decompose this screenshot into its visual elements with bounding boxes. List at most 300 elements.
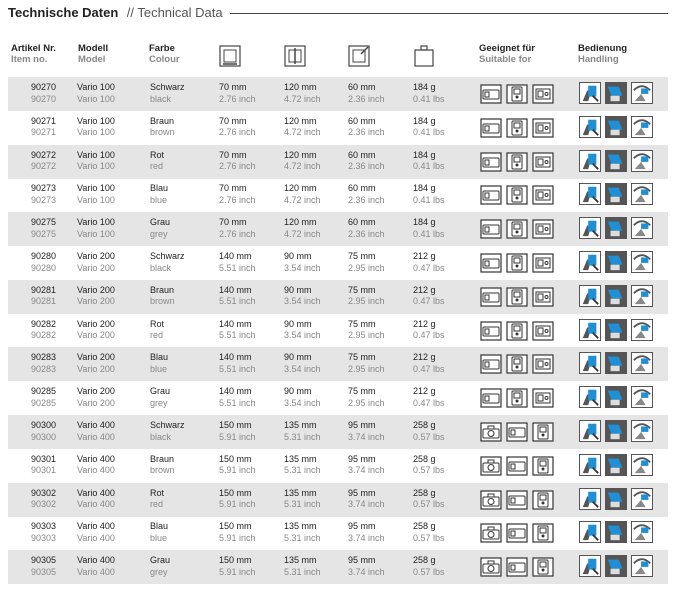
cell-colour: [150, 521, 168, 544]
hand-strap-icon: [631, 285, 653, 307]
cell-id-secondary: 90305: [31, 566, 57, 577]
cell-w-secondary: 2.76 inch: [219, 228, 256, 239]
compact-camera-icon: [480, 321, 502, 341]
cell-colour-primary: Braun: [150, 115, 175, 126]
cell-wt-primary: 212 g: [413, 352, 436, 363]
cell-colour-secondary: blue: [150, 363, 168, 374]
cell-d-primary: 75 mm: [348, 386, 376, 397]
weight-icon: [413, 45, 435, 67]
cell-id-primary: 90300: [31, 420, 57, 430]
cell-id: [19, 420, 56, 443]
cell-h-primary: 120 mm: [284, 183, 317, 194]
hand-strap-icon: [631, 352, 653, 374]
cell-w-secondary: 5.91 inch: [219, 532, 256, 543]
cell-wt-primary: 258 g: [413, 453, 436, 464]
cell-model-secondary: Vario 400: [77, 431, 115, 442]
camcorder-icon: [506, 388, 528, 408]
cell-id-secondary: 90283: [31, 363, 57, 374]
cell-colour-secondary: black: [150, 262, 172, 273]
cell-colour-primary: Schwarz: [150, 251, 185, 261]
cell-h-primary: 120 mm: [284, 217, 317, 228]
table-row: [8, 314, 668, 348]
cell-colour-primary: Grau: [150, 217, 171, 228]
cell-id-primary: 90271: [31, 115, 57, 126]
cell-wt-primary: 258 g: [413, 487, 436, 498]
cell-w-primary: 140 mm: [219, 284, 252, 295]
compact-camera-icon: [480, 253, 502, 273]
hand-strap-icon: [631, 82, 653, 104]
camcorder-icon: [506, 152, 528, 172]
cell-d-primary: 60 mm: [348, 183, 376, 194]
cell-w: [219, 386, 256, 409]
cell-wt: [413, 386, 445, 409]
cell-w-secondary: 2.76 inch: [219, 127, 256, 138]
cell-model-primary: Vario 200: [77, 386, 115, 397]
cell-w: [219, 555, 256, 578]
cell-wt: [413, 319, 445, 342]
cell-model: [77, 555, 115, 578]
cell-model-secondary: Vario 100: [77, 228, 115, 239]
cell-h-primary: 90 mm: [284, 284, 312, 295]
table-row: [8, 381, 668, 415]
cell-h: [284, 319, 321, 342]
cell-colour-primary: Rot: [150, 318, 165, 329]
table-row: [8, 246, 668, 280]
cell-h-secondary: 5.31 inch: [284, 465, 321, 476]
cell-colour-secondary: blue: [150, 194, 168, 205]
cell-wt-secondary: 0.47 lbs: [413, 330, 445, 341]
slr-camera-icon: [480, 490, 502, 510]
cell-colour-primary: Braun: [150, 284, 175, 295]
cell-d-secondary: 2.95 inch: [348, 330, 385, 341]
cell-colour: [150, 420, 185, 443]
cell-wt-secondary: 0.57 lbs: [413, 465, 445, 476]
cell-h: [284, 521, 321, 544]
cell-wt-secondary: 0.47 lbs: [413, 262, 445, 273]
cell-w-primary: 150 mm: [219, 453, 252, 464]
hand-strap-icon: [631, 454, 653, 476]
cell-w: [219, 116, 256, 139]
cell-d: [348, 420, 385, 443]
camcorder-icon: [506, 84, 528, 104]
cell-colour-primary: Blau: [150, 521, 169, 532]
cell-w-secondary: 5.91 inch: [219, 431, 256, 442]
cell-wt: [413, 454, 445, 477]
cell-d: [348, 150, 385, 173]
cell-h-primary: 135 mm: [284, 420, 317, 430]
cell-d: [348, 82, 385, 105]
table-row: [8, 516, 668, 550]
cell-h: [284, 454, 321, 477]
cell-d-secondary: 2.95 inch: [348, 397, 385, 408]
cell-model-primary: Vario 400: [77, 487, 115, 498]
clip-handling-icon: [579, 285, 601, 307]
camcorder-icon: [532, 523, 554, 543]
cell-h-secondary: 3.54 inch: [284, 397, 321, 408]
cell-model-primary: Vario 200: [77, 251, 115, 261]
cell-model-primary: Vario 400: [77, 555, 115, 566]
cell-h: [284, 116, 321, 139]
cell-id: [19, 183, 56, 206]
cell-model-primary: Vario 100: [77, 217, 115, 228]
cell-id-secondary: 90270: [31, 93, 57, 104]
cell-model-primary: Vario 100: [77, 149, 115, 160]
cell-d: [348, 488, 385, 511]
cell-w: [219, 82, 256, 105]
cell-colour-secondary: brown: [150, 465, 175, 476]
cell-d-primary: 75 mm: [348, 251, 376, 261]
clip-handling-icon: [579, 150, 601, 172]
cell-id-secondary: 90285: [31, 397, 57, 408]
cell-id-primary: 90282: [31, 318, 57, 329]
cell-model-secondary: Vario 100: [77, 194, 115, 205]
cell-d-primary: 60 mm: [348, 149, 376, 160]
clip-handling-icon: [579, 82, 601, 104]
cell-id-primary: 90273: [31, 183, 57, 194]
cell-d: [348, 352, 385, 375]
cell-wt-secondary: 0.47 lbs: [413, 397, 445, 408]
compact-camera-icon: [480, 287, 502, 307]
cell-d-secondary: 3.74 inch: [348, 465, 385, 476]
cell-colour: [150, 352, 168, 375]
cell-d: [348, 319, 385, 342]
cell-wt-secondary: 0.57 lbs: [413, 431, 445, 442]
cell-id-primary: 90303: [31, 521, 57, 532]
cell-id-primary: 90275: [31, 217, 57, 228]
cell-h-primary: 120 mm: [284, 82, 317, 92]
cell-model: [77, 521, 115, 544]
slr-camera-icon: [480, 557, 502, 577]
cell-w-secondary: 5.51 inch: [219, 363, 256, 374]
cell-id: [19, 521, 56, 544]
cell-model-secondary: Vario 400: [77, 465, 115, 476]
cell-d: [348, 116, 385, 139]
cell-w-secondary: 2.76 inch: [219, 161, 256, 172]
table-row: [8, 347, 668, 381]
slr-camera-icon: [480, 422, 502, 442]
cell-h-primary: 90 mm: [284, 352, 312, 363]
cell-d: [348, 555, 385, 578]
cell-w-primary: 150 mm: [219, 555, 252, 566]
belt-handling-icon: [605, 150, 627, 172]
cell-h-secondary: 5.31 inch: [284, 566, 321, 577]
cell-w-primary: 70 mm: [219, 149, 247, 160]
cell-colour-primary: Schwarz: [150, 420, 185, 430]
belt-handling-icon: [605, 82, 627, 104]
cell-h-secondary: 4.72 inch: [284, 161, 321, 172]
header-model: [78, 43, 108, 65]
cell-d: [348, 251, 385, 274]
cell-model: [77, 217, 115, 240]
cell-model: [77, 82, 115, 105]
cell-model-primary: Vario 400: [77, 453, 115, 464]
cell-h-primary: 120 mm: [284, 115, 317, 126]
cell-id: [19, 150, 56, 173]
header-colour-de: Farbe: [149, 43, 175, 54]
cell-model: [77, 420, 115, 443]
mp3-player-icon: [532, 287, 554, 307]
cell-colour-primary: Grau: [150, 386, 171, 397]
cell-w: [219, 488, 256, 511]
cell-d-secondary: 2.36 inch: [348, 194, 385, 205]
cell-model-primary: Vario 200: [77, 352, 115, 363]
cell-colour: [150, 454, 175, 477]
clip-handling-icon: [579, 183, 601, 205]
cell-id-secondary: 90303: [31, 532, 57, 543]
cell-d-primary: 60 mm: [348, 115, 376, 126]
cell-wt: [413, 285, 445, 308]
cell-h: [284, 217, 321, 240]
cell-colour: [150, 116, 175, 139]
belt-handling-icon: [605, 116, 627, 138]
cell-d-primary: 95 mm: [348, 420, 376, 430]
cell-colour-secondary: brown: [150, 127, 175, 138]
mp3-player-icon: [532, 118, 554, 138]
cell-w: [219, 251, 256, 274]
cell-id-secondary: 90302: [31, 499, 57, 510]
cell-w-secondary: 5.51 inch: [219, 262, 256, 273]
cell-w-secondary: 5.51 inch: [219, 330, 256, 341]
cell-id: [19, 386, 56, 409]
cell-w: [219, 420, 256, 443]
slr-camera-icon: [480, 523, 502, 543]
cell-h-secondary: 4.72 inch: [284, 93, 321, 104]
cell-h: [284, 82, 321, 105]
cell-colour: [150, 82, 185, 105]
cell-d-primary: 95 mm: [348, 453, 376, 464]
cell-d-secondary: 3.74 inch: [348, 532, 385, 543]
cell-colour-secondary: black: [150, 431, 172, 442]
cell-wt-primary: 258 g: [413, 555, 436, 566]
cell-h-secondary: 4.72 inch: [284, 127, 321, 138]
hand-strap-icon: [631, 386, 653, 408]
cell-wt-secondary: 0.47 lbs: [413, 363, 445, 374]
cell-wt-primary: 212 g: [413, 251, 436, 261]
header-suitable: [479, 43, 535, 65]
compact-camera-icon: [480, 118, 502, 138]
cell-colour-primary: Blau: [150, 183, 169, 194]
cell-id-secondary: 90301: [31, 465, 57, 476]
cell-model: [77, 386, 115, 409]
cell-colour: [150, 386, 170, 409]
cell-wt-primary: 184 g: [413, 115, 436, 126]
hand-strap-icon: [631, 150, 653, 172]
cell-wt: [413, 420, 445, 443]
cell-model-primary: Vario 100: [77, 183, 115, 194]
compact-camera-icon: [480, 388, 502, 408]
cell-colour: [150, 319, 164, 342]
clip-handling-icon: [579, 521, 601, 543]
cell-id: [19, 352, 56, 375]
cell-w-secondary: 5.51 inch: [219, 296, 256, 307]
belt-handling-icon: [605, 488, 627, 510]
cell-w-primary: 70 mm: [219, 82, 247, 92]
cell-id-secondary: 90271: [31, 127, 57, 138]
mp3-player-icon: [532, 253, 554, 273]
cell-wt-primary: 184 g: [413, 183, 436, 194]
cell-model-secondary: Vario 200: [77, 330, 115, 341]
cell-w-secondary: 5.91 inch: [219, 499, 256, 510]
cell-w-primary: 150 mm: [219, 420, 252, 430]
cell-model-primary: Vario 400: [77, 521, 115, 532]
cell-h-primary: 90 mm: [284, 251, 312, 261]
cell-w-primary: 140 mm: [219, 386, 252, 397]
cell-colour: [150, 217, 170, 240]
table-row: [8, 280, 668, 314]
cell-model-secondary: Vario 400: [77, 499, 115, 510]
cell-h: [284, 420, 321, 443]
header-suitable-de: Geeignet für: [479, 43, 535, 54]
compact-camera-icon: [506, 422, 528, 442]
cell-h-secondary: 3.54 inch: [284, 363, 321, 374]
table-row: [8, 111, 668, 145]
cell-w: [219, 217, 256, 240]
cell-model-primary: Vario 100: [77, 82, 115, 92]
cell-id: [19, 319, 56, 342]
compact-camera-icon: [480, 354, 502, 374]
cell-colour-secondary: grey: [150, 397, 168, 408]
table-row: [8, 178, 668, 212]
cell-wt-secondary: 0.41 lbs: [413, 228, 445, 239]
cell-h-secondary: 3.54 inch: [284, 296, 321, 307]
cell-model: [77, 454, 115, 477]
cell-h-secondary: 5.31 inch: [284, 431, 321, 442]
cell-id-secondary: 90273: [31, 194, 57, 205]
table-row: [8, 415, 668, 449]
cell-d-secondary: 2.95 inch: [348, 296, 385, 307]
cell-w-primary: 140 mm: [219, 352, 252, 363]
cell-wt: [413, 521, 445, 544]
camcorder-icon: [506, 185, 528, 205]
cell-wt-primary: 184 g: [413, 82, 436, 92]
width-dimension-icon: [219, 45, 241, 67]
cell-colour-primary: Braun: [150, 453, 175, 464]
cell-id-primary: 90302: [31, 487, 57, 498]
cell-d-secondary: 2.36 inch: [348, 228, 385, 239]
cell-w-primary: 70 mm: [219, 115, 247, 126]
cell-d: [348, 285, 385, 308]
header-article-en: Item no.: [11, 54, 48, 65]
cell-model-secondary: Vario 100: [77, 161, 115, 172]
cell-wt: [413, 555, 445, 578]
table-row: [8, 550, 668, 584]
slr-camera-icon: [480, 456, 502, 476]
cell-h-primary: 135 mm: [284, 521, 317, 532]
cell-w: [219, 285, 256, 308]
cell-w: [219, 150, 256, 173]
cell-model: [77, 251, 115, 274]
cell-id: [19, 555, 56, 578]
cell-model-primary: Vario 100: [77, 115, 115, 126]
cell-wt-secondary: 0.57 lbs: [413, 499, 445, 510]
cell-d-primary: 60 mm: [348, 217, 376, 228]
cell-id-primary: 90283: [31, 352, 57, 363]
mp3-player-icon: [532, 354, 554, 374]
cell-wt: [413, 150, 445, 173]
hand-strap-icon: [631, 251, 653, 273]
cell-id-secondary: 90280: [31, 262, 57, 273]
cell-id-secondary: 90300: [31, 431, 57, 442]
clip-handling-icon: [579, 555, 601, 577]
cell-model: [77, 116, 115, 139]
header-colour: [149, 43, 180, 65]
cell-d-secondary: 2.95 inch: [348, 262, 385, 273]
cell-h-secondary: 3.54 inch: [284, 262, 321, 273]
table-row: [8, 77, 668, 111]
cell-id-secondary: 90282: [31, 330, 57, 341]
belt-handling-icon: [605, 555, 627, 577]
depth-dimension-icon: [348, 45, 370, 67]
cell-d: [348, 217, 385, 240]
cell-wt: [413, 217, 445, 240]
cell-d-secondary: 3.74 inch: [348, 499, 385, 510]
header-handling: [578, 43, 627, 65]
clip-handling-icon: [579, 420, 601, 442]
cell-d-secondary: 2.36 inch: [348, 93, 385, 104]
camcorder-icon: [532, 490, 554, 510]
cell-w: [219, 454, 256, 477]
hand-strap-icon: [631, 217, 653, 239]
cell-wt-primary: 212 g: [413, 318, 436, 329]
hand-strap-icon: [631, 420, 653, 442]
belt-handling-icon: [605, 420, 627, 442]
cell-colour: [150, 488, 164, 511]
cell-h-primary: 135 mm: [284, 487, 317, 498]
cell-h: [284, 386, 321, 409]
cell-wt: [413, 251, 445, 274]
cell-id: [19, 285, 56, 308]
cell-d: [348, 183, 385, 206]
cell-h-primary: 90 mm: [284, 318, 312, 329]
cell-w-secondary: 2.76 inch: [219, 93, 256, 104]
height-dimension-icon: [284, 45, 306, 67]
cell-colour-secondary: grey: [150, 566, 168, 577]
cell-w-primary: 150 mm: [219, 487, 252, 498]
cell-h: [284, 555, 321, 578]
compact-camera-icon: [506, 456, 528, 476]
header-colour-en: Colour: [149, 54, 180, 65]
compact-camera-icon: [480, 219, 502, 239]
compact-camera-icon: [480, 185, 502, 205]
cell-colour-secondary: grey: [150, 228, 168, 239]
cell-h: [284, 488, 321, 511]
mp3-player-icon: [532, 84, 554, 104]
cell-w-secondary: 5.51 inch: [219, 397, 256, 408]
cell-w-secondary: 5.91 inch: [219, 465, 256, 476]
cell-h-secondary: 5.31 inch: [284, 532, 321, 543]
cell-model: [77, 319, 115, 342]
header-article-de: Artikel Nr.: [11, 43, 56, 54]
cell-id-primary: 90272: [31, 149, 57, 160]
camcorder-icon: [532, 422, 554, 442]
cell-colour-secondary: red: [150, 499, 164, 510]
compact-camera-icon: [480, 84, 502, 104]
clip-handling-icon: [579, 488, 601, 510]
cell-h-primary: 120 mm: [284, 149, 317, 160]
hand-strap-icon: [631, 521, 653, 543]
cell-wt-primary: 184 g: [413, 149, 436, 160]
cell-wt-primary: 258 g: [413, 420, 436, 430]
cell-h: [284, 150, 321, 173]
cell-id: [19, 488, 56, 511]
cell-wt: [413, 352, 445, 375]
cell-h-primary: 135 mm: [284, 453, 317, 464]
cell-model: [77, 352, 115, 375]
cell-colour: [150, 183, 168, 206]
cell-w-primary: 140 mm: [219, 318, 252, 329]
cell-wt-primary: 258 g: [413, 521, 436, 532]
cell-d-primary: 75 mm: [348, 352, 376, 363]
